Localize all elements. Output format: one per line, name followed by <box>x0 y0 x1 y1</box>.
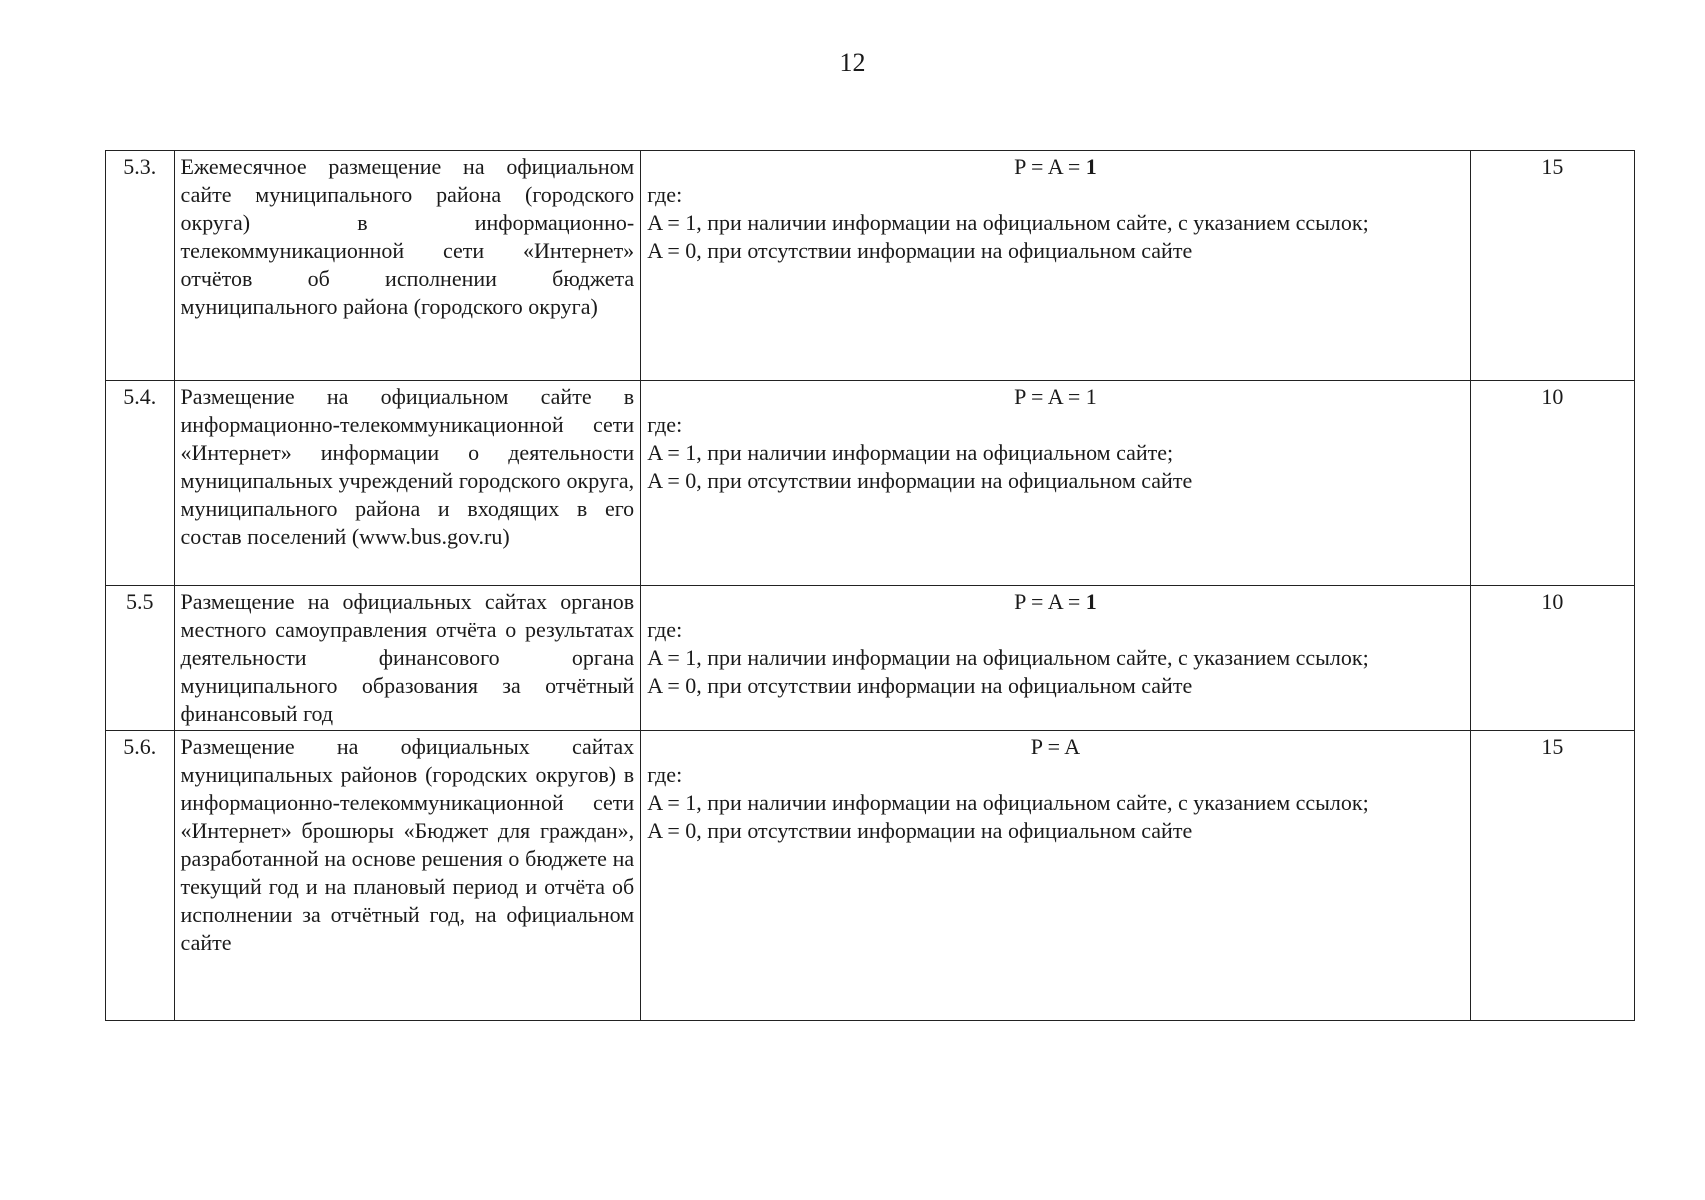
criterion-description: Размещение на официальном сайте в информационно-телекоммуникационной сети «Интернет» информации о деятельности муниципальных учреждений городского округа, муниципального района и входящих в его состав поселений (www.bus.gov.ru) <box>174 381 641 586</box>
formula: P = A = 1 <box>1014 589 1097 614</box>
row-number: 5.4. <box>106 381 175 586</box>
table-row <box>106 731 1635 1021</box>
definition-absent: A = 0, при отсутствии информации на официальном сайте <box>647 673 1193 698</box>
definition-absent: A = 0, при отсутствии информации на официальном сайте <box>647 468 1193 493</box>
where-label: где: <box>647 182 683 207</box>
formula-cell <box>641 381 1471 586</box>
table-row <box>106 381 1635 586</box>
definition-present: A = 1, при наличии информации на официальном сайте, с указанием ссылок; <box>647 645 1369 670</box>
formula-cell <box>641 586 1471 731</box>
definition-present: A = 1, при наличии информации на официальном сайте, с указанием ссылок; <box>647 210 1369 235</box>
definition-present: A = 1, при наличии информации на официальном сайте, с указанием ссылок; <box>647 790 1369 815</box>
table-row <box>106 586 1635 731</box>
where-label: где: <box>647 617 683 642</box>
row-number: 5.3. <box>106 151 175 381</box>
where-label: где: <box>647 412 683 437</box>
table-row <box>106 151 1635 381</box>
definition-present: A = 1, при наличии информации на официальном сайте; <box>647 440 1174 465</box>
criterion-description: Размещение на официальных сайтах органов местного самоуправления отчёта о результатах деятельности финансового органа муниципального образования за отчётный финансовый год <box>174 586 641 731</box>
where-label: где: <box>647 762 683 787</box>
page-number: 12 <box>839 48 866 77</box>
formula: P = A = 1 <box>1014 154 1097 179</box>
row-number: 5.6. <box>106 731 175 1021</box>
criterion-description: Размещение на официальных сайтах муниципальных районов (городских округов) в информационно-телекоммуникационной сети «Интернет» брошюры «Бюджет для граждан», разработанной на основе решения о бюджете на текущий год и на плановый период и отчёта об исполнении за отчётный год, на официальном сайте <box>174 731 641 1021</box>
criteria-table <box>105 150 1635 1021</box>
row-number: 5.5 <box>106 586 175 731</box>
score-value: 15 <box>1470 731 1634 1021</box>
score-value: 10 <box>1470 586 1634 731</box>
formula: P = A <box>1030 734 1081 759</box>
score-value: 10 <box>1470 381 1634 586</box>
criterion-description: Ежемесячное размещение на официальном сайте муниципального района (городского округа) в информационно-телекоммуникационной сети «Интернет» отчётов об исполнении бюджета муниципального района (городского округа) <box>174 151 641 381</box>
definition-absent: A = 0, при отсутствии информации на официальном сайте <box>647 818 1193 843</box>
formula-cell <box>641 151 1471 381</box>
formula-cell <box>641 731 1471 1021</box>
definition-absent: A = 0, при отсутствии информации на официальном сайте <box>647 238 1193 263</box>
score-value: 15 <box>1470 151 1634 381</box>
formula: P = A = 1 <box>1014 384 1097 409</box>
